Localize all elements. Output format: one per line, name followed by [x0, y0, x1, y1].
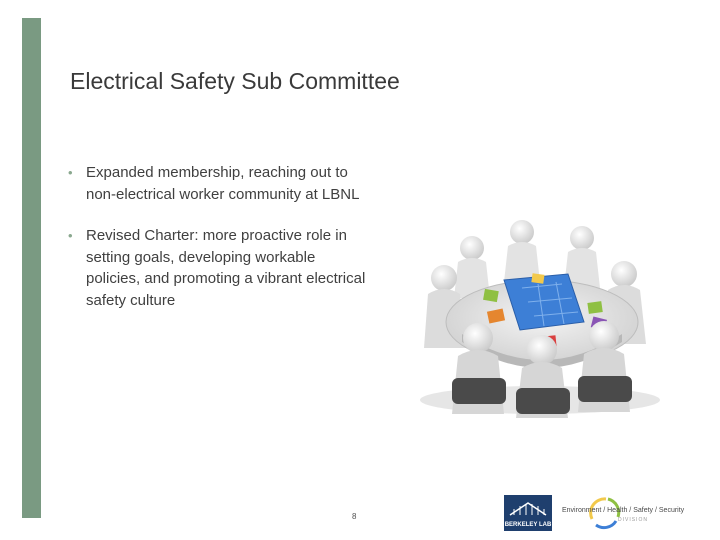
lab-logo-label: BERKELEY LAB	[504, 522, 552, 528]
bullet-item	[68, 162, 368, 205]
team-puzzle-illustration	[392, 218, 678, 418]
bullet-list	[68, 162, 368, 331]
berkeley-lab-logo	[504, 495, 552, 531]
slide-title: Electrical Safety Sub Committee	[70, 68, 400, 94]
lab-building-icon	[504, 495, 552, 521]
ehs-division-logo	[560, 493, 700, 533]
bullet-item	[68, 225, 368, 311]
side-accent-bar	[22, 18, 41, 518]
ehs-logo-label: Environment / Health / Safety / Security	[562, 507, 685, 514]
figure-back-mid	[504, 220, 540, 282]
bullet-text: Revised Charter: more proactive role in setting goals, developing workable policies, and promoting a vibrant electrical safety culture	[86, 227, 366, 309]
bullet-text: Expanded membership, reaching out to non-electrical worker community at LBNL	[86, 164, 360, 203]
page-number: 8	[352, 512, 357, 521]
bullet-icon: •	[68, 165, 73, 180]
ehs-logo-sublabel: DIVISION	[618, 517, 648, 523]
bullet-icon: •	[68, 228, 73, 243]
